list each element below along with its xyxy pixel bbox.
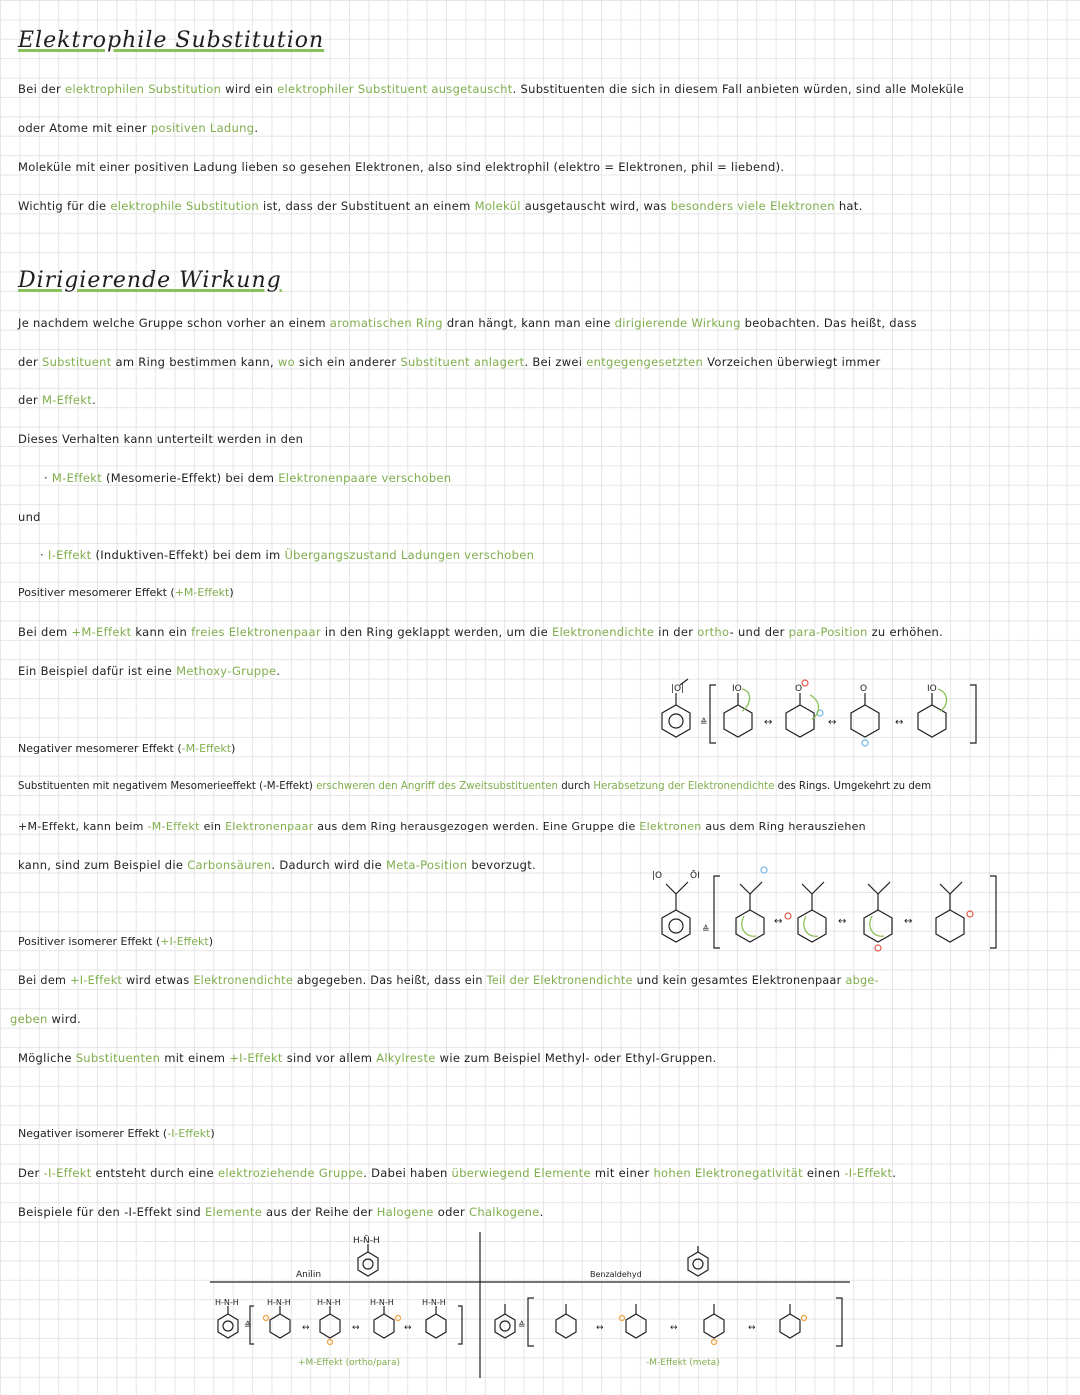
svg-text:≙: ≙: [702, 925, 710, 935]
bullet-m-effekt: · M-Effekt (Mesomerie-Effekt) bei dem Elektronenpaare verschoben: [44, 471, 452, 485]
plus-m-caption: +M-Effekt (ortho/para): [298, 1358, 401, 1368]
svg-text:|O|: |O|: [671, 684, 685, 694]
anilin-top-formula: H-N̄-H: [353, 1236, 380, 1246]
carboxyl-resonance-diagram: [650, 858, 1010, 953]
svg-text:O: O: [795, 684, 803, 694]
paragraph-12: +M-Effekt, kann beim -M-Effekt ein Elektronenpaar aus dem Ring herausgezogen werden. Eine Gruppe die Elektronen aus dem Ring herausziehen: [18, 820, 866, 833]
carboxyl-resonance-ring-2: [798, 910, 826, 942]
heading-negativ-mesomer: Negativer mesomerer Effekt (-M-Effekt): [18, 742, 236, 755]
carboxyl-resonance-ring-4: [936, 910, 964, 942]
svg-text:↔: ↔: [596, 1323, 604, 1333]
paragraph-18: Beispiele für den -I-Effekt sind Elemente aus der Reihe der Halogene oder Chalkogene.: [18, 1205, 544, 1219]
svg-text:ŌI: ŌI: [690, 871, 700, 881]
svg-text:↔: ↔: [748, 1323, 756, 1333]
paragraph-13: kann, sind zum Beispiel die Carbonsäuren. Dadurch wird die Meta-Position bevorzugt.: [18, 858, 537, 872]
heading-negativ-isomer: Negativer isomerer Effekt (-I-Effekt): [18, 1127, 215, 1140]
paragraph-5: Je nachdem welche Gruppe schon vorher an einem aromatischen Ring dran hängt, kann man eine dirigierende Wirkung beobachten. Das heißt, dass: [18, 316, 917, 330]
paragraph-4: Wichtig für die elektrophile Substitution ist, dass der Substituent an einem Molekül ausgetauscht wird, was besonders viele Elektronen hat.: [18, 199, 863, 213]
resonance-ring-1: [724, 705, 752, 737]
paragraph-10: Ein Beispiel dafür ist eine Methoxy-Gruppe.: [18, 664, 281, 678]
svg-text:IO: IO: [927, 684, 937, 694]
paragraph-8: Dieses Verhalten kann unterteilt werden in den: [18, 432, 304, 446]
svg-text:IO: IO: [732, 684, 742, 694]
svg-text:↔: ↔: [828, 717, 837, 728]
anilin-nh2-1: H-N-H: [215, 1298, 239, 1307]
svg-text:↔: ↔: [764, 717, 773, 728]
svg-text:↔: ↔: [302, 1323, 310, 1333]
paragraph-2: oder Atome mit einer positiven Ladung.: [18, 121, 259, 135]
carboxyl-resonance-ring-3: [864, 910, 892, 942]
svg-text:↔: ↔: [774, 916, 783, 927]
anilin-nh2-2: H-N-H: [267, 1298, 291, 1307]
heading-positiv-mesomer: Positiver mesomerer Effekt (+M-Effekt): [18, 586, 234, 599]
paragraph-17: Der -I-Effekt entsteht durch eine elektroziehende Gruppe. Dabei haben überwiegend Elemente mit einer hohen Elektronegativität einen -I-Effekt.: [18, 1166, 897, 1180]
anilin-benzaldehyd-figure: [200, 1228, 880, 1378]
svg-text:≙: ≙: [244, 1321, 252, 1331]
paragraph-14: Bei dem +I-Effekt wird etwas Elektronendichte abgegeben. Das heißt, dass ein Teil der Elektronendichte und kein gesamtes Elektronenpaar abge-: [18, 974, 879, 987]
paragraph-3: Moleküle mit einer positiven Ladung lieben so gesehen Elektronen, also sind elektrophil (elektro = Elektronen, phil = liebend).: [18, 160, 785, 174]
paragraph-9: Bei dem +M-Effekt kann ein freies Elektronenpaar in den Ring geklappt werden, um die Elektronendichte in der ortho- und der para-Position zu erhöhen.: [18, 625, 944, 639]
heading-positiv-isomer: Positiver isomerer Effekt (+I-Effekt): [18, 935, 213, 948]
svg-text:≙: ≙: [700, 718, 708, 728]
svg-text:↔: ↔: [404, 1323, 412, 1333]
carboxyl-resonance-ring-1: [736, 910, 764, 942]
svg-text:↔: ↔: [895, 717, 904, 728]
resonance-ring-2: [786, 705, 814, 737]
paragraph-7: der M-Effekt.: [18, 393, 97, 407]
svg-text:↔: ↔: [352, 1323, 360, 1333]
minus-m-caption: -M-Effekt (meta): [646, 1358, 720, 1368]
svg-text:≙: ≙: [518, 1321, 526, 1331]
svg-text:↔: ↔: [838, 916, 847, 927]
paragraph-11: Substituenten mit negativem Mesomerieeffekt (-M-Effekt) erschweren den Angriff des Zweitsubstituenten durch Herabsetzung der Elektronendichte des Rings. Umgekehrt zu dem: [18, 781, 931, 792]
svg-text:|O: |O: [652, 871, 663, 881]
page-title: Elektrophile Substitution: [18, 28, 325, 53]
anilin-nh2-5: H-N-H: [422, 1298, 446, 1307]
benzaldehyd-label: Benzaldehyd: [590, 1270, 642, 1279]
svg-text:↔: ↔: [670, 1323, 678, 1333]
und-text: und: [18, 510, 41, 524]
carboxyl-ring: [662, 910, 690, 942]
svg-text:↔: ↔: [904, 916, 913, 927]
methoxy-ring: [662, 705, 690, 737]
paragraph-6: der Substituent am Ring bestimmen kann, wo sich ein anderer Substituent anlagert. Bei zwei entgegengesetzten Vorzeichen überwiegt immer: [18, 355, 881, 369]
anilin-nh2-4: H-N-H: [370, 1298, 394, 1307]
resonance-ring-3: [851, 705, 879, 737]
paragraph-15: geben wird.: [10, 1012, 82, 1026]
anilin-nh2-3: H-N-H: [317, 1298, 341, 1307]
anilin-label: Anilin: [296, 1270, 322, 1280]
svg-text:O: O: [860, 684, 868, 694]
methoxy-resonance-diagram: [650, 665, 990, 750]
bullet-i-effekt: · I-Effekt (Induktiven-Effekt) bei dem im Übergangszustand Ladungen verschoben: [40, 548, 535, 562]
section-title-dirigierend: Dirigierende Wirkung: [18, 268, 282, 293]
paragraph-1: Bei der elektrophilen Substitution wird ein elektrophiler Substituent ausgetauscht. Substituenten die sich in diesem Fall anbieten würden, sind alle Moleküle: [18, 82, 964, 96]
paragraph-16: Mögliche Substituenten mit einem +I-Effekt sind vor allem Alkylreste wie zum Beispiel Methyl- oder Ethyl-Gruppen.: [18, 1051, 717, 1065]
